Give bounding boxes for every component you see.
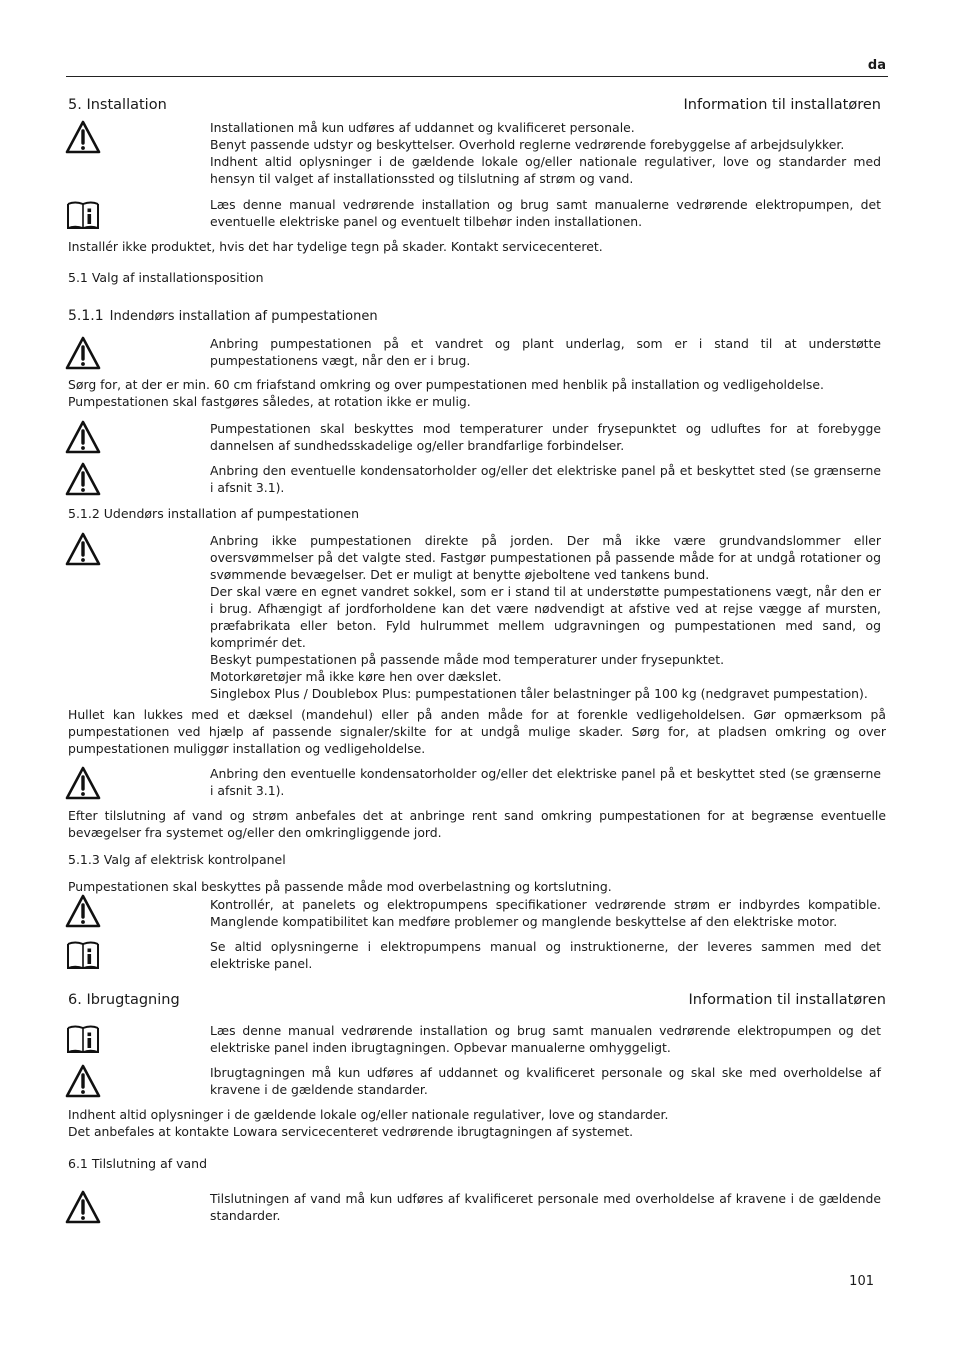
s511-warning-3: Anbring den eventuelle kondensatorholder og/eller det elektriske panel på et beskyttet sted (se grænserne i afsnit 3.1). <box>210 463 881 495</box>
sec5-paragraph: Installér ikke produktet, hvis det har tydelige tegn på skader. Kontakt servicecenteret. <box>68 239 603 254</box>
language-code: da <box>867 58 886 73</box>
section-5-1-1-title: 5.1.1 Indendørs installation af pumpestationen <box>68 308 378 324</box>
warning-icon <box>65 1190 101 1224</box>
section-6-title: 6. Ibrugtagning <box>68 992 180 1008</box>
s513-paragraph: Pumpestationen skal beskyttes på passende måde mod overbelastning og kortslutning. <box>68 879 612 894</box>
s511-warning-1: Anbring pumpestationen på et vandret og plant underlag, som er i stand til at understøtte pumpestationens vægt, når den er i brug. <box>210 336 881 368</box>
warning-icon <box>65 532 101 566</box>
section-5-title: 5. Installation <box>68 97 167 113</box>
sec6-info-text: Læs denne manual vedrørende installation og brug samt manualen vedrørende elektropumpen og det elektriske panel inden ibrugtagningen. Opbevar manualerne omhyggeligt. <box>210 1023 881 1055</box>
s513-info-text: Se altid oplysningerne i elektropumpens manual og instruktionerne, der leveres sammen med det elektriske panel. <box>210 939 881 971</box>
section-5-1-title: 5.1 Valg af installationsposition <box>68 270 264 285</box>
section-6-audience: Information til installatøren <box>688 992 886 1008</box>
s511-warning-2: Pumpestationen skal beskyttes mod temperaturer under frysepunktet og udluftes for at forebygge dannelsen af sundhedsskadelige og/eller brandfarlige forbindelser. <box>210 421 881 453</box>
s512-warning-2: Anbring den eventuelle kondensatorholder og/eller det elektriske panel på et beskyttet sted (se grænserne i afsnit 3.1). <box>210 766 881 798</box>
section-6-1-title: 6.1 Tilslutning af vand <box>68 1156 208 1171</box>
sec5-warning-text: Installationen må kun udføres af uddannet og kvalificeret personale. Benyt passende udstyr og beskyttelser. Overhold reglerne vedrørende forebyggelse af arbejdsulykker. Indhent altid oplysninger i de gældende lokale og/eller nationale regulativer, love og standarder med hensyn til valget af installationssted og tilslutning af strøm og vand. <box>210 120 881 186</box>
manual-info-icon <box>65 1022 101 1056</box>
sec5-info-text: Læs denne manual vedrørende installation og brug samt manualerne vedrørende elektropumpen, det eventuelle elektriske panel og eventuelt tilbehør inden installationen. <box>210 197 881 229</box>
warning-icon <box>65 336 101 370</box>
page-number: 101 <box>849 1274 874 1289</box>
warning-icon <box>65 1064 101 1098</box>
manual-info-icon <box>65 198 101 232</box>
section-5-1-2-title: 5.1.2 Udendørs installation af pumpestationen <box>68 506 359 521</box>
manual-info-icon <box>65 938 101 972</box>
s513-warning: Kontrollér, at panelets og elektropumpens specifikationer vedrørende strøm er indbyrdes kompatible. Manglende kompatibilitet kan medføre problemer og manglende beskyttelse af den elektriske motor. <box>210 897 881 929</box>
warning-icon <box>65 420 101 454</box>
s512-paragraph-1: Hullet kan lukkes med et dæksel (mandehul) eller på anden måde for at forenkle vedligeholdelsen. Gør opmærksom på pumpestationen ved hjælp af passende signaler/skilte for at undgå mulige skader. Sørg for, at pladsen omkring og over pumpestationen muliggør installation og vedligeholdelse. <box>68 707 886 756</box>
s512-paragraph-2: Efter tilslutning af vand og strøm anbefales det at anbringe rent sand omkring pumpestationen for at begrænse eventuelle bevægelser fra systemet og/eller den omkringliggende jord. <box>68 808 886 840</box>
section-5-1-3-title: 5.1.3 Valg af elektrisk kontrolpanel <box>68 852 286 867</box>
warning-icon <box>65 894 101 928</box>
s511-paragraph: Sørg for, at der er min. 60 cm friafstand omkring og over pumpestationen med henblik på installation og vedligeholdelse. Pumpestationen skal fastgøres således, at rotation ikke er mulig. <box>68 377 824 409</box>
s61-warning-text: Tilslutningen af vand må kun udføres af kvalificeret personale med overholdelse af kravene i de gældende standarder. <box>210 1191 881 1223</box>
sec6-paragraph: Indhent altid oplysninger i de gældende lokale og/eller nationale regulativer, love og standarder. Det anbefales at kontakte Lowara servicecenteret vedrørende ibrugtagningen af systemet. <box>68 1107 669 1139</box>
warning-icon <box>65 120 101 154</box>
s512-warning-1: Anbring ikke pumpestationen direkte på jorden. Der må ikke være grundvandslommer eller oversvømmelser på det valgte sted. Fastgør pumpestationen på passende måde for at undgå rotationer og svømmende bevægelser. Det er muligt at benytte øjeboltene ved tankens bund. Der skal være en egnet vandret sokkel, som er i stand til at understøtte pumpestationens vægt, når den er i brug. Afhængigt af jordforholdene kan det være nødvendigt at afstive ved at rejse vægge af mursten, præfabrikata eller beton. Fyld hulrummet mellem udgravningen og pumpestationen med sand, og komprimér det. Beskyt pumpestationen på passende måde mod temperaturer under frysepunktet. Motorkøretøjer må ikke køre hen over dækslet. Singlebox Plus / Doublebox Plus: pumpestationen tåler belastninger på 100 kg (nedgravet pumpestation). <box>210 533 881 701</box>
warning-icon <box>65 766 101 800</box>
sec6-warning-text: Ibrugtagningen må kun udføres af uddannet og kvalificeret personale og skal ske med overholdelse af kravene i de gældende standarder. <box>210 1065 881 1097</box>
section-5-audience: Information til installatøren <box>683 97 881 113</box>
header-rule <box>66 76 888 77</box>
warning-icon <box>65 462 101 496</box>
